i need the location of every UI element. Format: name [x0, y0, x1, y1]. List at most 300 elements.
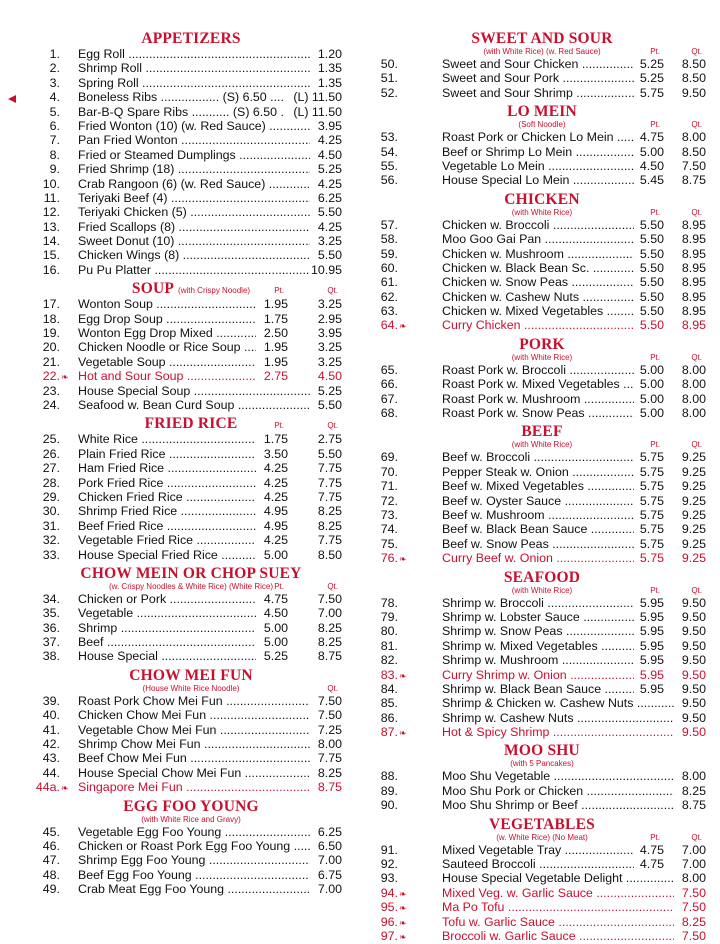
- pint-price: 4.25: [263, 533, 288, 548]
- section-subtitle: (with White Rice and Gravy): [141, 814, 241, 824]
- section-subtitle-row: [372, 120, 712, 130]
- quart-price: 3.25: [317, 354, 342, 369]
- menu-section-fried-rice: [34, 415, 348, 562]
- menu-item: [372, 596, 712, 610]
- section-subtitle: (with White Rice): [511, 207, 573, 217]
- quart-price: 8.00: [681, 377, 706, 392]
- quart-price: 1.35: [317, 75, 342, 90]
- item-name: Bar-B-Q Spare Ribs ........... (S) 6.50 .....: [78, 105, 284, 119]
- quart-price: 9.50: [681, 624, 706, 639]
- item-number: 29.: [42, 489, 60, 504]
- item-name: Mixed Vegetable Tray .....: [442, 843, 634, 857]
- item-name: Vegetable Fried Rice .....: [78, 533, 256, 547]
- menu-item: [34, 825, 348, 839]
- quart-label: Qt.: [691, 207, 702, 217]
- quart-label: Qt.: [327, 581, 338, 591]
- item-name: Seafood w. Bean Curd Soup .....: [78, 398, 310, 412]
- item-number: 50.: [380, 57, 398, 71]
- item-name: House Special .....: [78, 649, 256, 663]
- section-subtitle-row: [372, 47, 712, 57]
- section-subtitle-row: [372, 833, 712, 843]
- pint-price: 4.95: [263, 504, 288, 519]
- item-number: 83.: [380, 667, 398, 682]
- section-title: PORK: [519, 335, 565, 353]
- item-name: Shrimp w. Mixed Vegetables .....: [442, 639, 634, 653]
- menu-item: [34, 369, 348, 383]
- item-number: 73.: [380, 507, 398, 522]
- quart-price: 5.50: [317, 205, 342, 220]
- item-number: 19.: [42, 326, 60, 341]
- quart-price: 2.75: [317, 432, 342, 447]
- menu-item: [34, 326, 348, 340]
- menu-section-appetizers: [34, 30, 348, 277]
- item-number: 94.: [380, 885, 398, 900]
- menu-item: [34, 191, 348, 205]
- quart-price: 7.50: [317, 708, 342, 723]
- item-number: 28.: [42, 475, 60, 490]
- item-number: 71.: [380, 479, 398, 494]
- menu-section-egg-foo-young: [34, 798, 348, 897]
- menu-item: [372, 508, 712, 522]
- quart-price: (L) 11.50: [293, 104, 342, 119]
- item-name: Tofu w. Garlic Sauce .....: [442, 915, 674, 929]
- item-number: 70.: [380, 464, 398, 479]
- item-name: Beef w. Oyster Sauce .....: [442, 494, 634, 508]
- item-name: Crab Meat Egg Foo Young .....: [78, 882, 310, 896]
- item-number: 79.: [380, 609, 398, 624]
- menu-item: [34, 635, 348, 649]
- menu-item: [34, 751, 348, 765]
- menu-item: [372, 725, 712, 739]
- item-number: 69.: [380, 450, 398, 465]
- quart-label: Qt.: [691, 585, 702, 595]
- menu-item: [34, 839, 348, 853]
- quart-price: 9.50: [681, 710, 706, 725]
- item-number: 85.: [380, 696, 398, 711]
- pint-label: Pt.: [650, 47, 660, 56]
- item-name: Beef Fried Rice .....: [78, 519, 256, 533]
- item-number: 65.: [380, 362, 398, 377]
- quart-price: 9.25: [681, 522, 706, 537]
- item-number: 68.: [380, 406, 398, 421]
- menu-item: [34, 47, 348, 61]
- pint-price: 4.50: [639, 158, 664, 173]
- item-name: Pan Fried Wonton .....: [78, 133, 310, 147]
- menu-item: [372, 479, 712, 493]
- section-subtitle: (with White Rice) (w. Red Sauce): [483, 47, 601, 56]
- menu-item: [372, 668, 712, 682]
- menu-item: [34, 708, 348, 722]
- section-title: MOO SHU: [504, 742, 580, 760]
- item-number: 18.: [42, 311, 60, 326]
- pint-price: 1.95: [263, 340, 288, 355]
- section-title: BEEF: [521, 423, 563, 441]
- section-title: CHOW MEIN OR CHOP SUEY: [80, 564, 302, 582]
- quart-price: 8.50: [317, 547, 342, 562]
- quart-label: Qt.: [691, 120, 702, 130]
- item-name: Shrimp w. Mushroom .....: [442, 653, 634, 667]
- item-name: Curry Beef w. Onion .....: [442, 551, 634, 565]
- pint-price: 1.95: [263, 297, 288, 312]
- section-subtitle: (w. Crispy Noodles & White Rice) (White Rice): [108, 581, 274, 591]
- item-name: Roast Pork w. Mushroom .....: [442, 392, 634, 406]
- section-title: SWEET AND SOUR: [471, 30, 613, 47]
- item-number: 5.: [49, 104, 60, 119]
- item-number: 59.: [380, 246, 398, 261]
- menu-item: [372, 71, 712, 85]
- menu-item: [34, 355, 348, 369]
- menu-item: [34, 723, 348, 737]
- item-number: 90.: [380, 798, 398, 813]
- menu-item: [34, 548, 348, 562]
- item-number: 96.: [380, 914, 398, 929]
- pint-price: 3.50: [263, 446, 288, 461]
- menu-item: [372, 450, 712, 464]
- menu-item: [372, 798, 712, 812]
- item-name: Moo Shu Shrimp or Beef .....: [442, 798, 674, 812]
- quart-price: 8.00: [681, 362, 706, 377]
- menu-item: [372, 610, 712, 624]
- quart-price: 1.20: [317, 47, 342, 61]
- menu-section-chow-mein-or-chop-suey: [34, 565, 348, 664]
- menu-item: [372, 900, 712, 914]
- quart-price: 4.50: [317, 147, 342, 162]
- item-name: Teriyaki Chicken (5) .....: [78, 205, 310, 219]
- menu-item: [372, 290, 712, 304]
- pint-label: Pt.: [650, 585, 660, 595]
- quart-price: 3.95: [317, 118, 342, 133]
- item-number: 22.: [42, 369, 60, 384]
- section-title: VEGETABLES: [489, 815, 595, 833]
- section-title: [34, 415, 348, 432]
- quart-price: 8.00: [681, 769, 706, 784]
- item-name: Chicken w. Cashew Nuts .....: [442, 290, 634, 304]
- quart-price: 8.95: [681, 275, 706, 290]
- quart-price: 9.50: [681, 681, 706, 696]
- quart-price: 9.50: [681, 609, 706, 624]
- menu-item: [372, 218, 712, 232]
- quart-price: 4.25: [317, 219, 342, 234]
- item-number: 32.: [42, 533, 60, 548]
- pint-price: 5.75: [639, 551, 664, 566]
- section-title: CHOW MEI FUN: [129, 666, 253, 684]
- item-number: 66.: [380, 377, 398, 392]
- item-number: 27.: [42, 461, 60, 476]
- section-subtitle: (Soft Noodle): [518, 120, 566, 130]
- menu-section-vegetables: [372, 816, 712, 944]
- menu-item: [372, 247, 712, 261]
- item-number: 20.: [42, 340, 60, 355]
- quart-price: 9.50: [681, 725, 706, 740]
- section-title-text: SOUP: [131, 280, 175, 298]
- menu-item: [372, 871, 712, 885]
- item-name: Shrimp w. Broccoli .....: [442, 596, 634, 610]
- item-name: Wonton Egg Drop Mixed .....: [78, 326, 256, 340]
- menu-item: [372, 86, 712, 100]
- menu-item: [34, 133, 348, 147]
- section-title: CHICKEN: [504, 190, 580, 208]
- section-subtitle-row: [372, 208, 712, 218]
- quart-price: 9.50: [681, 653, 706, 668]
- quart-price: 7.00: [317, 606, 342, 621]
- item-number: 97.: [380, 928, 398, 943]
- item-number: 40.: [42, 708, 60, 723]
- item-number: 24.: [42, 397, 60, 412]
- item-name: Shrimp w. Black Bean Sauce .....: [442, 682, 634, 696]
- item-number: 17.: [42, 297, 60, 312]
- menu-item: [34, 263, 348, 277]
- menu-item: [372, 130, 712, 144]
- menu-item: [372, 537, 712, 551]
- item-name: Moo Shu Vegetable .....: [442, 769, 674, 783]
- quart-price: 7.75: [317, 475, 342, 490]
- pint-label: Pt.: [650, 440, 660, 450]
- quart-price: 8.95: [681, 217, 706, 232]
- hot-spicy-icon: ❧: [399, 670, 407, 681]
- item-number: 88.: [380, 769, 398, 784]
- quart-price: 7.50: [681, 900, 706, 915]
- item-name: Vegetable Egg Foo Young .....: [78, 825, 310, 839]
- quart-price: 4.25: [317, 176, 342, 191]
- pint-price: 4.75: [263, 591, 288, 606]
- item-name: Roast Pork w. Mixed Vegetables .....: [442, 377, 634, 391]
- item-number: 89.: [380, 783, 398, 798]
- item-name: White Rice .....: [78, 432, 256, 446]
- quart-price: 5.50: [317, 446, 342, 461]
- item-number: 55.: [380, 158, 398, 173]
- item-number: 36.: [42, 620, 60, 635]
- item-name: Broccoli w. Garlic Sauce .....: [442, 929, 674, 943]
- pint-price: 5.95: [639, 681, 664, 696]
- item-name: Sweet and Sour Chicken .....: [442, 57, 634, 71]
- pint-price: 5.75: [639, 536, 664, 551]
- menu-item: [34, 76, 348, 90]
- quart-price: 8.95: [681, 260, 706, 275]
- item-number: 92.: [380, 857, 398, 872]
- item-name: Hot and Sour Soup .....: [78, 369, 256, 383]
- item-number: 9.: [49, 162, 60, 177]
- item-number: 72.: [380, 493, 398, 508]
- item-name: Shrimp Fried Rice .....: [78, 504, 256, 518]
- menu-section-lo-mein: [372, 103, 712, 188]
- menu-item: [34, 882, 348, 896]
- item-name: Beef w. Mixed Vegetables .....: [442, 479, 634, 493]
- item-number: 10.: [42, 176, 60, 191]
- item-number: 14.: [42, 234, 60, 249]
- left-arrow-marker: [8, 95, 16, 103]
- menu-item: [34, 737, 348, 751]
- section-subtitle: (House White Rice Noodle): [142, 683, 240, 693]
- menu-item: [34, 384, 348, 398]
- item-name: Chicken w. Mixed Vegetables .....: [442, 304, 634, 318]
- item-name: Fried Shrimp (18) .....: [78, 162, 310, 176]
- quart-price: 7.50: [681, 928, 706, 943]
- item-number: 7.: [49, 133, 60, 148]
- menu-item: [34, 447, 348, 461]
- item-name: Roast Pork Chow Mei Fun .....: [78, 694, 310, 708]
- menu-item: [372, 639, 712, 653]
- menu-item: [34, 649, 348, 663]
- item-number: 62.: [380, 289, 398, 304]
- item-number: 2.: [49, 61, 60, 76]
- item-number: 63.: [380, 304, 398, 319]
- section-subtitle-row: [372, 759, 712, 769]
- hot-spicy-icon: ❧: [61, 372, 69, 383]
- quart-price: 9.50: [681, 638, 706, 653]
- section-subtitle-row: [372, 586, 712, 596]
- menu-item: [34, 205, 348, 219]
- hot-spicy-icon: ❧: [399, 917, 407, 928]
- menu-item: [34, 694, 348, 708]
- item-name: Beef Egg Foo Young .....: [78, 868, 310, 882]
- pint-price: 5.00: [639, 391, 664, 406]
- item-name: Chicken w. Snow Peas .....: [442, 275, 634, 289]
- quart-price: 7.00: [681, 857, 706, 872]
- menu-item: [34, 248, 348, 262]
- pint-price: 5.00: [639, 362, 664, 377]
- quart-price: 9.25: [681, 551, 706, 566]
- section-subtitle-row: [34, 684, 348, 694]
- pint-price: 5.95: [639, 609, 664, 624]
- item-number: 47.: [42, 853, 60, 868]
- menu-item: [372, 711, 712, 725]
- menu-item: [372, 304, 712, 318]
- menu-item: [372, 494, 712, 508]
- section-title: EGG FOO YOUNG: [123, 797, 259, 815]
- pint-price: 5.75: [639, 479, 664, 494]
- item-name: Egg Roll .....: [78, 47, 310, 61]
- pint-price: 5.50: [639, 289, 664, 304]
- item-name: Chicken Wings (8) .....: [78, 248, 310, 262]
- pint-price: 5.00: [639, 377, 664, 392]
- item-name: Shrimp Egg Foo Young .....: [78, 853, 310, 867]
- pint-label: Pt.: [650, 120, 660, 130]
- left-column: [34, 30, 348, 897]
- item-number: 16.: [42, 262, 60, 277]
- menu-section-sweet-and-sour: [372, 30, 712, 100]
- menu-item: [372, 159, 712, 173]
- item-name: Sweet Donut (10) .....: [78, 234, 310, 248]
- hot-spicy-icon: ❧: [399, 728, 407, 739]
- menu-item: [34, 533, 348, 547]
- pint-price: 4.50: [263, 606, 288, 621]
- item-number: 33.: [42, 547, 60, 562]
- menu-item: [34, 90, 348, 104]
- pint-price: 5.00: [263, 547, 288, 562]
- quart-price: 10.95: [310, 262, 342, 277]
- item-name: Chicken or Roast Pork Egg Foo Young .....: [78, 839, 310, 853]
- pint-price: 1.75: [263, 432, 288, 447]
- quart-price: 9.25: [681, 493, 706, 508]
- item-number: 86.: [380, 710, 398, 725]
- quart-price: 8.25: [317, 620, 342, 635]
- menu-item: [372, 915, 712, 929]
- item-number: 78.: [380, 595, 398, 610]
- pint-label: Pt.: [650, 207, 660, 217]
- quart-price: 9.25: [681, 536, 706, 551]
- item-number: 46.: [42, 838, 60, 853]
- item-number: 80.: [380, 624, 398, 639]
- item-name: Shrimp & Chicken w. Cashew Nuts .....: [442, 696, 674, 710]
- menu-section-chicken: [372, 191, 712, 333]
- menu-item: [34, 312, 348, 326]
- pint-label: Pt.: [274, 286, 284, 296]
- item-number: 49.: [42, 882, 60, 897]
- item-name: Spring Roll .....: [78, 76, 310, 90]
- item-name: Chicken or Pork .....: [78, 592, 256, 606]
- item-number: 76.: [380, 551, 398, 566]
- section-title: APPETIZERS: [141, 30, 241, 47]
- quart-price: 8.75: [681, 798, 706, 813]
- pint-price: 5.75: [639, 450, 664, 465]
- item-name: Plain Fried Rice .....: [78, 447, 256, 461]
- item-number: 37.: [42, 635, 60, 650]
- pint-price: 4.25: [263, 475, 288, 490]
- item-name: Shrimp Roll .....: [78, 61, 310, 75]
- menu-item: [34, 432, 348, 446]
- item-number: 39.: [42, 693, 60, 708]
- quart-price: 8.25: [317, 518, 342, 533]
- section-subtitle: (with White Rice): [511, 352, 573, 362]
- item-name: Pork Fried Rice .....: [78, 476, 256, 490]
- quart-price: 6.75: [317, 867, 342, 882]
- item-name: Beef w. Mushroom .....: [442, 508, 634, 522]
- item-name: Shrimp w. Cashew Nuts .....: [442, 711, 674, 725]
- quart-price: 5.25: [317, 162, 342, 177]
- quart-price: 7.00: [317, 882, 342, 897]
- section-subtitle: (with White Rice): [511, 585, 573, 595]
- item-name: Pu Pu Platter .....: [78, 263, 310, 277]
- menu-item: [372, 406, 712, 420]
- pint-price: 5.75: [639, 507, 664, 522]
- item-name: Boneless Ribs ................. (S) 6.50 .....: [78, 90, 284, 104]
- menu-item: [34, 461, 348, 475]
- pint-price: 5.50: [639, 232, 664, 247]
- menu-item: [34, 148, 348, 162]
- section-subtitle-row: [372, 440, 712, 450]
- item-name: Chicken Fried Rice .....: [78, 490, 256, 504]
- quart-price: 7.25: [317, 722, 342, 737]
- item-number: 3.: [49, 75, 60, 90]
- hot-spicy-icon: ❧: [399, 321, 407, 332]
- item-name: Beef w. Black Bean Sauce .....: [442, 522, 634, 536]
- quart-price: 8.00: [681, 406, 706, 421]
- item-number: 56.: [380, 173, 398, 188]
- item-number: 34.: [42, 591, 60, 606]
- quart-price: 4.50: [317, 369, 342, 384]
- item-number: 87.: [380, 725, 398, 740]
- menu-item: [372, 843, 712, 857]
- quart-label: Qt.: [327, 421, 338, 431]
- section-subtitle: (with Crispy Noodle): [178, 286, 251, 296]
- quart-price: 5.50: [317, 248, 342, 263]
- item-name: Teriyaki Beef (4) .....: [78, 191, 310, 205]
- item-name: Hot & Spicy Shrimp .....: [442, 725, 674, 739]
- quart-price: 8.00: [681, 391, 706, 406]
- pint-price: 2.50: [263, 326, 288, 341]
- pint-price: 5.75: [639, 85, 664, 100]
- quart-price: 8.95: [681, 246, 706, 261]
- item-number: 31.: [42, 518, 60, 533]
- item-number: 35.: [42, 606, 60, 621]
- quart-price: 3.25: [317, 297, 342, 312]
- item-number: 42.: [42, 737, 60, 752]
- quart-price: 1.35: [317, 61, 342, 76]
- quart-price: 8.25: [681, 783, 706, 798]
- pint-price: 4.95: [263, 518, 288, 533]
- item-number: 54.: [380, 144, 398, 159]
- pint-price: 5.25: [263, 649, 288, 664]
